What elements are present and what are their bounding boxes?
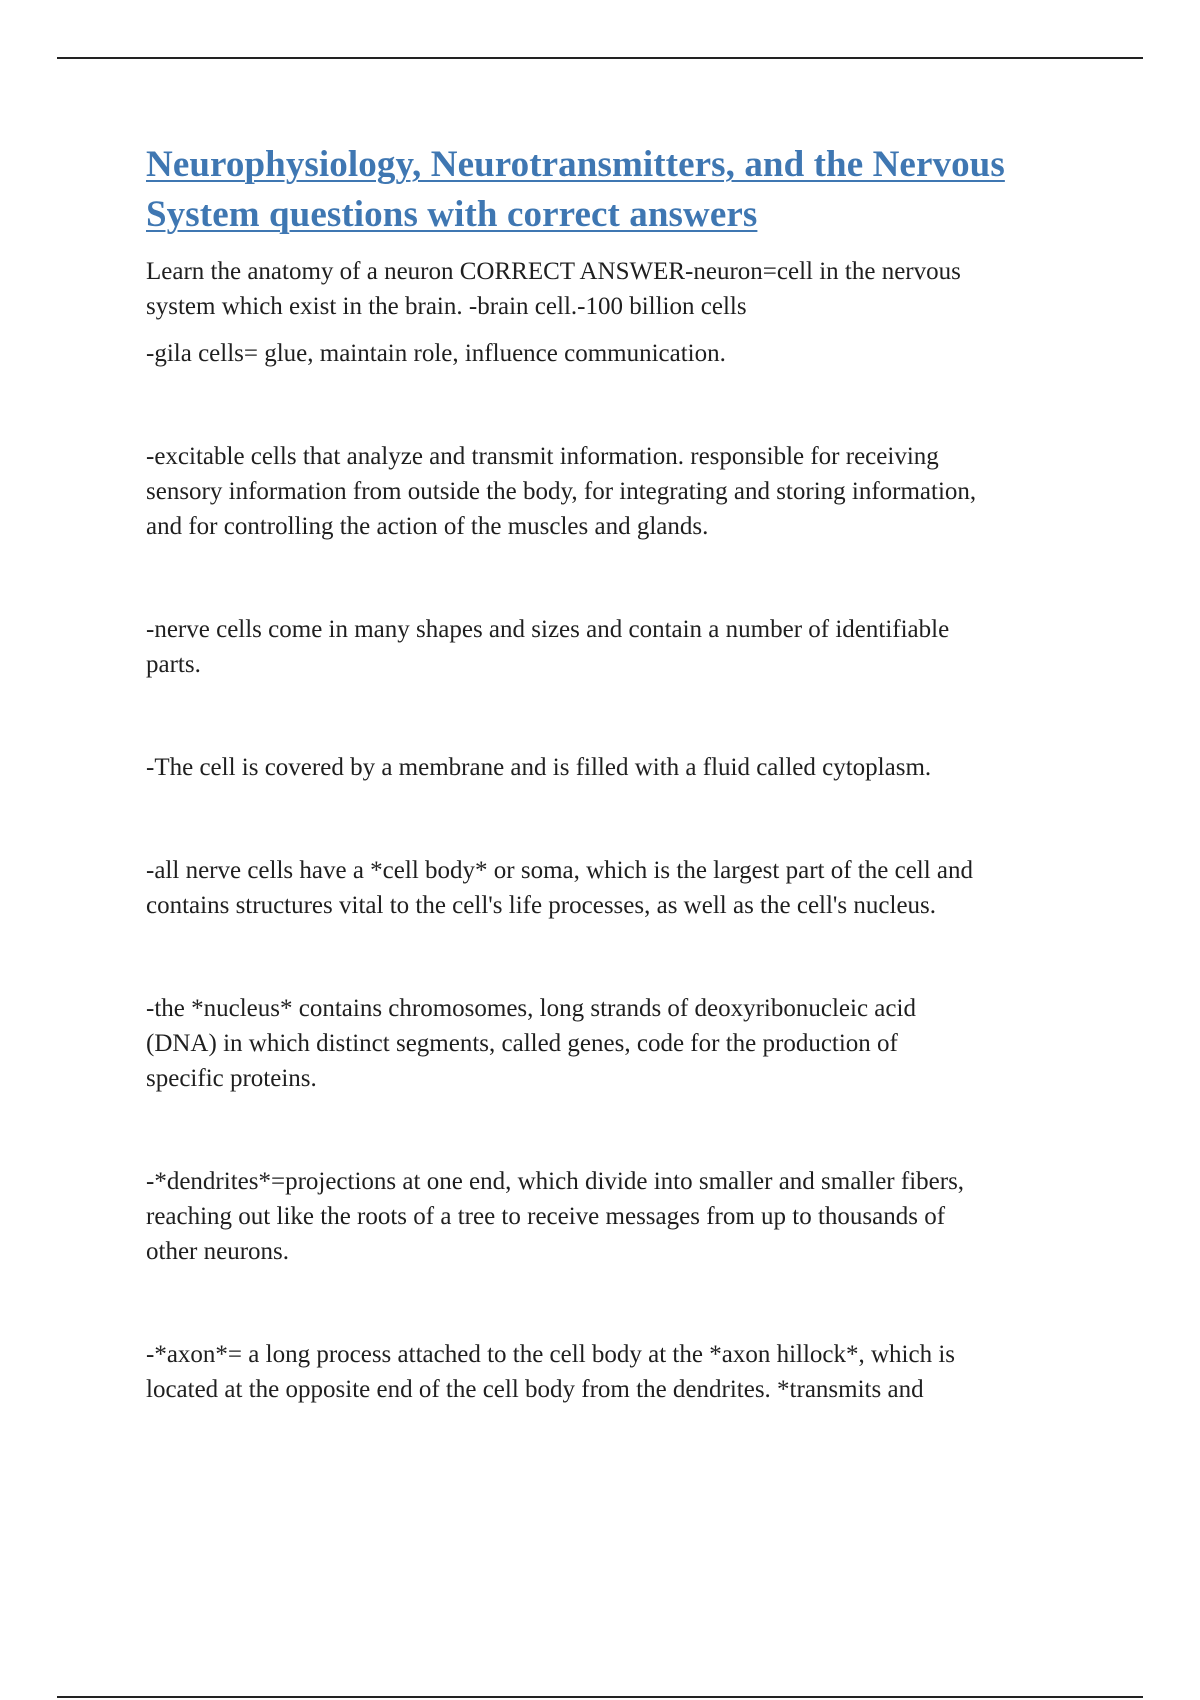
paragraph: -*dendrites*=projections at one end, which divide into smaller and smaller fibers, reaching out like the roots of a tree to receive messages from up to thousands of other neurons.	[146, 1168, 965, 1265]
bottom-rule	[57, 1696, 1143, 1698]
paragraph: -The cell is covered by a membrane and is filled with a fluid called cytoplasm.	[146, 754, 932, 781]
top-rule	[57, 57, 1143, 59]
paragraph: -*axon*= a long process attached to the cell body at the *axon hillock*, which is located at the opposite end of the cell body from the dendrites. *transmits and	[146, 1341, 956, 1403]
document-title[interactable]: Neurophysiology, Neurotransmitters, and the Nervous System questions with correct answers	[146, 144, 1005, 235]
paragraph: Learn the anatomy of a neuron CORRECT ANSWER-neuron=cell in the nervous system which exist in the brain. -brain cell.-100 billion cells	[146, 258, 961, 320]
paragraph: -gila cells= glue, maintain role, influence communication.	[146, 340, 726, 367]
paragraph: -all nerve cells have a *cell body* or soma, which is the largest part of the cell and contains structures vital to the cell's life processes, as well as the cell's nucleus.	[146, 857, 974, 919]
paragraph: -the *nucleus* contains chromosomes, long strands of deoxyribonucleic acid (DNA) in which distinct segments, called genes, code for the production of specific proteins.	[146, 995, 916, 1092]
paragraph: -excitable cells that analyze and transmit information. responsible for receiving sensory information from outside the body, for integrating and storing information, and for controlling the action of the muscles and glands.	[146, 443, 977, 540]
paragraph: -nerve cells come in many shapes and sizes and contain a number of identifiable parts.	[146, 616, 950, 678]
document-body	[146, 140, 1091, 1407]
